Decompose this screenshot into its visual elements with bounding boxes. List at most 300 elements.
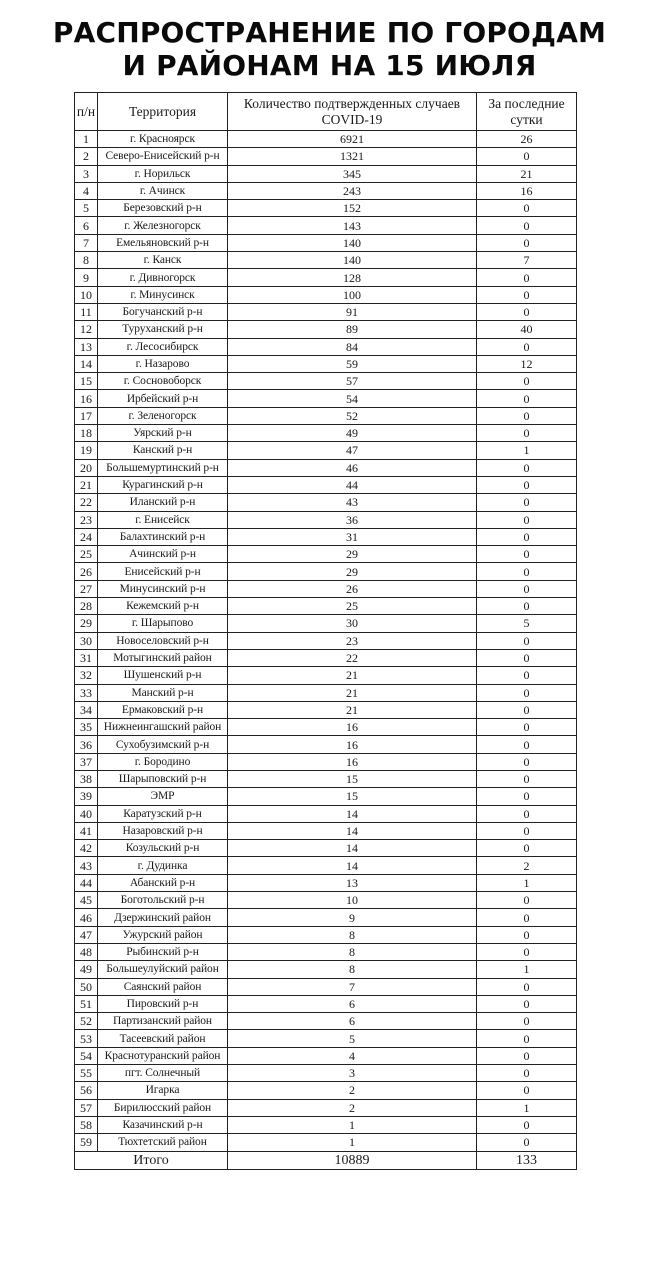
table-row: [75, 926, 577, 943]
table-row: [75, 1099, 577, 1116]
row-cases: 23: [228, 632, 477, 649]
table-row: [75, 1047, 577, 1064]
row-last-day: 0: [477, 632, 577, 649]
row-territory: Емельяновский р-н: [98, 234, 228, 251]
row-last-day: 0: [477, 995, 577, 1012]
title-line-1: РАСПРОСТРАНЕНИЕ ПО ГОРОДАМ: [52, 16, 607, 49]
table-row: [75, 874, 577, 891]
row-number: 11: [75, 303, 98, 320]
row-cases: 13: [228, 874, 477, 891]
row-number: 28: [75, 598, 98, 615]
table-row: [75, 598, 577, 615]
table-row: [75, 442, 577, 459]
row-number: 44: [75, 874, 98, 891]
row-cases: 21: [228, 667, 477, 684]
table-row: [75, 892, 577, 909]
row-cases: 14: [228, 840, 477, 857]
row-last-day: 0: [477, 909, 577, 926]
row-territory: Шушенский р-н: [98, 667, 228, 684]
covid-cases-table: [74, 92, 577, 1170]
row-number: 13: [75, 338, 98, 355]
row-last-day: 0: [477, 217, 577, 234]
table-row: [75, 182, 577, 199]
row-last-day: 0: [477, 719, 577, 736]
row-number: 6: [75, 217, 98, 234]
row-territory: г. Железногорск: [98, 217, 228, 234]
row-territory: Назаровский р-н: [98, 822, 228, 839]
row-territory: ЭМР: [98, 788, 228, 805]
table-row: [75, 459, 577, 476]
row-last-day: 1: [477, 961, 577, 978]
table-row: [75, 805, 577, 822]
header-cases: [228, 93, 477, 131]
table-row: [75, 943, 577, 960]
table-row: [75, 217, 577, 234]
row-territory: Тюхтетский район: [98, 1134, 228, 1151]
row-cases: 100: [228, 286, 477, 303]
table-row: [75, 1082, 577, 1099]
row-cases: 5: [228, 1030, 477, 1047]
row-number: 37: [75, 753, 98, 770]
row-cases: 26: [228, 580, 477, 597]
row-last-day: 1: [477, 1099, 577, 1116]
row-number: 42: [75, 840, 98, 857]
row-territory: г. Дудинка: [98, 857, 228, 874]
total-last-day: 133: [477, 1151, 577, 1169]
table-row: [75, 840, 577, 857]
header-cases-line2: COVID-19: [321, 111, 383, 127]
row-territory: Бирилюсский район: [98, 1099, 228, 1116]
row-number: 51: [75, 995, 98, 1012]
table-row: [75, 148, 577, 165]
row-number: 52: [75, 1013, 98, 1030]
row-last-day: 0: [477, 1134, 577, 1151]
row-last-day: 12: [477, 355, 577, 372]
row-number: 57: [75, 1099, 98, 1116]
table-row: [75, 667, 577, 684]
row-territory: г. Минусинск: [98, 286, 228, 303]
title-line-2: И РАЙОНАМ НА 15 ИЮЛЯ: [122, 49, 537, 82]
row-last-day: 0: [477, 459, 577, 476]
row-cases: 6: [228, 1013, 477, 1030]
header-cases-line1: Количество подтвержденных случаев: [243, 95, 461, 111]
table-row: [75, 1030, 577, 1047]
table-row: [75, 770, 577, 787]
row-last-day: 7: [477, 252, 577, 269]
row-number: 50: [75, 978, 98, 995]
row-number: 48: [75, 943, 98, 960]
row-number: 29: [75, 615, 98, 632]
row-number: 38: [75, 770, 98, 787]
row-cases: 10: [228, 892, 477, 909]
row-last-day: 0: [477, 1116, 577, 1133]
row-number: 23: [75, 511, 98, 528]
page-title: [0, 16, 659, 82]
row-cases: 6921: [228, 131, 477, 148]
row-territory: Большемуртинский р-н: [98, 459, 228, 476]
row-last-day: 0: [477, 667, 577, 684]
row-last-day: 0: [477, 770, 577, 787]
row-cases: 1: [228, 1134, 477, 1151]
table-row: [75, 269, 577, 286]
row-territory: Игарка: [98, 1082, 228, 1099]
row-cases: 16: [228, 719, 477, 736]
row-last-day: 0: [477, 840, 577, 857]
table-row: [75, 995, 577, 1012]
table-row: [75, 632, 577, 649]
table-row: [75, 649, 577, 666]
row-cases: 143: [228, 217, 477, 234]
row-cases: 14: [228, 857, 477, 874]
row-territory: Рыбинский р-н: [98, 943, 228, 960]
header-territory: Территория: [98, 93, 228, 131]
row-territory: г. Сосновоборск: [98, 373, 228, 390]
row-cases: 57: [228, 373, 477, 390]
row-number: 39: [75, 788, 98, 805]
row-cases: 59: [228, 355, 477, 372]
row-last-day: 26: [477, 131, 577, 148]
row-last-day: 0: [477, 1065, 577, 1082]
row-last-day: 0: [477, 1013, 577, 1030]
table-row: [75, 528, 577, 545]
row-last-day: 1: [477, 442, 577, 459]
row-territory: Богучанский р-н: [98, 303, 228, 320]
row-cases: 8: [228, 961, 477, 978]
row-number: 41: [75, 822, 98, 839]
row-cases: 345: [228, 165, 477, 182]
row-cases: 31: [228, 528, 477, 545]
table-row: [75, 303, 577, 320]
row-last-day: 0: [477, 736, 577, 753]
row-cases: 8: [228, 926, 477, 943]
table-row: [75, 1013, 577, 1030]
row-number: 9: [75, 269, 98, 286]
row-number: 59: [75, 1134, 98, 1151]
row-number: 8: [75, 252, 98, 269]
row-territory: Ужурский район: [98, 926, 228, 943]
row-cases: 22: [228, 649, 477, 666]
table-row: [75, 286, 577, 303]
row-last-day: 0: [477, 511, 577, 528]
row-territory: Ирбейский р-н: [98, 390, 228, 407]
row-number: 47: [75, 926, 98, 943]
table-row: [75, 390, 577, 407]
row-last-day: 0: [477, 390, 577, 407]
row-cases: 7: [228, 978, 477, 995]
table-row: [75, 165, 577, 182]
row-number: 46: [75, 909, 98, 926]
row-last-day: 0: [477, 338, 577, 355]
row-number: 58: [75, 1116, 98, 1133]
table-row: [75, 131, 577, 148]
table-row: [75, 684, 577, 701]
row-cases: 54: [228, 390, 477, 407]
table-row: [75, 563, 577, 580]
row-territory: Новоселовский р-н: [98, 632, 228, 649]
table-row: [75, 1116, 577, 1133]
row-cases: 21: [228, 701, 477, 718]
total-cases: 10889: [228, 1151, 477, 1169]
row-cases: 152: [228, 200, 477, 217]
row-cases: 36: [228, 511, 477, 528]
row-last-day: 0: [477, 788, 577, 805]
row-last-day: 0: [477, 1082, 577, 1099]
row-territory: Боготольский р-н: [98, 892, 228, 909]
row-cases: 52: [228, 407, 477, 424]
row-cases: 2: [228, 1082, 477, 1099]
row-territory: Пировский р-н: [98, 995, 228, 1012]
table-row: [75, 822, 577, 839]
row-territory: г. Назарово: [98, 355, 228, 372]
row-territory: г. Дивногорск: [98, 269, 228, 286]
row-number: 56: [75, 1082, 98, 1099]
row-last-day: 0: [477, 580, 577, 597]
row-number: 45: [75, 892, 98, 909]
row-territory: Тасеевский район: [98, 1030, 228, 1047]
row-territory: Манский р-н: [98, 684, 228, 701]
table-row: [75, 200, 577, 217]
row-number: 34: [75, 701, 98, 718]
row-cases: 3: [228, 1065, 477, 1082]
row-number: 49: [75, 961, 98, 978]
table-row: [75, 234, 577, 251]
row-cases: 4: [228, 1047, 477, 1064]
table-row: [75, 373, 577, 390]
row-last-day: 0: [477, 148, 577, 165]
row-last-day: 0: [477, 425, 577, 442]
row-number: 54: [75, 1047, 98, 1064]
table-row: [75, 407, 577, 424]
row-number: 21: [75, 476, 98, 493]
row-last-day: 21: [477, 165, 577, 182]
row-number: 36: [75, 736, 98, 753]
row-number: 53: [75, 1030, 98, 1047]
row-last-day: 0: [477, 684, 577, 701]
row-cases: 46: [228, 459, 477, 476]
row-number: 27: [75, 580, 98, 597]
row-number: 19: [75, 442, 98, 459]
row-territory: г. Красноярск: [98, 131, 228, 148]
row-number: 22: [75, 494, 98, 511]
row-cases: 2: [228, 1099, 477, 1116]
row-last-day: 0: [477, 286, 577, 303]
row-territory: Ачинский р-н: [98, 546, 228, 563]
row-territory: Шарыповский р-н: [98, 770, 228, 787]
row-territory: Балахтинский р-н: [98, 528, 228, 545]
row-number: 31: [75, 649, 98, 666]
row-territory: Саянский район: [98, 978, 228, 995]
row-last-day: 0: [477, 805, 577, 822]
row-number: 30: [75, 632, 98, 649]
table-row: [75, 321, 577, 338]
row-cases: 84: [228, 338, 477, 355]
table-body: [75, 131, 577, 1152]
table-row: [75, 961, 577, 978]
row-number: 2: [75, 148, 98, 165]
row-cases: 30: [228, 615, 477, 632]
row-number: 4: [75, 182, 98, 199]
row-number: 43: [75, 857, 98, 874]
row-cases: 243: [228, 182, 477, 199]
row-territory: Кежемский р-н: [98, 598, 228, 615]
row-cases: 16: [228, 753, 477, 770]
row-territory: Каратузский р-н: [98, 805, 228, 822]
row-cases: 44: [228, 476, 477, 493]
row-cases: 43: [228, 494, 477, 511]
row-territory: Абанский р-н: [98, 874, 228, 891]
row-last-day: 0: [477, 701, 577, 718]
row-last-day: 40: [477, 321, 577, 338]
row-cases: 25: [228, 598, 477, 615]
table-row: [75, 615, 577, 632]
row-number: 5: [75, 200, 98, 217]
row-cases: 140: [228, 252, 477, 269]
table-row: [75, 355, 577, 372]
row-last-day: 0: [477, 598, 577, 615]
row-number: 1: [75, 131, 98, 148]
row-number: 35: [75, 719, 98, 736]
row-territory: Краснотуранский район: [98, 1047, 228, 1064]
table-row: [75, 719, 577, 736]
row-territory: Нижнеингашский район: [98, 719, 228, 736]
row-territory: г. Бородино: [98, 753, 228, 770]
row-number: 16: [75, 390, 98, 407]
row-last-day: 0: [477, 200, 577, 217]
row-territory: Мотыгинский район: [98, 649, 228, 666]
header-last-day-line2: сутки: [510, 111, 543, 127]
row-number: 32: [75, 667, 98, 684]
row-last-day: 0: [477, 649, 577, 666]
row-cases: 1321: [228, 148, 477, 165]
row-territory: Енисейский р-н: [98, 563, 228, 580]
table-header-row: [75, 93, 577, 131]
row-number: 25: [75, 546, 98, 563]
table-row: [75, 546, 577, 563]
row-territory: г. Зеленогорск: [98, 407, 228, 424]
row-number: 20: [75, 459, 98, 476]
row-territory: г. Лесосибирск: [98, 338, 228, 355]
row-last-day: 0: [477, 978, 577, 995]
row-number: 26: [75, 563, 98, 580]
row-cases: 128: [228, 269, 477, 286]
row-number: 15: [75, 373, 98, 390]
row-cases: 89: [228, 321, 477, 338]
row-territory: Дзержинский район: [98, 909, 228, 926]
table-row: [75, 1134, 577, 1151]
row-last-day: 0: [477, 528, 577, 545]
row-cases: 15: [228, 788, 477, 805]
row-territory: Казачинский р-н: [98, 1116, 228, 1133]
table-row: [75, 753, 577, 770]
row-territory: Канский р-н: [98, 442, 228, 459]
row-territory: Туруханский р-н: [98, 321, 228, 338]
row-cases: 14: [228, 805, 477, 822]
row-territory: Сухобузимский р-н: [98, 736, 228, 753]
row-cases: 14: [228, 822, 477, 839]
row-cases: 21: [228, 684, 477, 701]
row-number: 17: [75, 407, 98, 424]
table-row: [75, 252, 577, 269]
row-last-day: 0: [477, 822, 577, 839]
row-last-day: 0: [477, 1030, 577, 1047]
row-cases: 140: [228, 234, 477, 251]
row-territory: г. Ачинск: [98, 182, 228, 199]
row-territory: г. Канск: [98, 252, 228, 269]
row-last-day: 0: [477, 1047, 577, 1064]
row-territory: Иланский р-н: [98, 494, 228, 511]
row-last-day: 0: [477, 546, 577, 563]
row-number: 10: [75, 286, 98, 303]
table-row: [75, 338, 577, 355]
row-last-day: 0: [477, 373, 577, 390]
row-number: 14: [75, 355, 98, 372]
row-last-day: 1: [477, 874, 577, 891]
row-last-day: 0: [477, 234, 577, 251]
row-territory: Березовский р-н: [98, 200, 228, 217]
table-row: [75, 701, 577, 718]
row-last-day: 0: [477, 476, 577, 493]
row-last-day: 0: [477, 494, 577, 511]
row-territory: Ермаковский р-н: [98, 701, 228, 718]
table-row: [75, 788, 577, 805]
row-last-day: 0: [477, 943, 577, 960]
table-row: [75, 978, 577, 995]
row-last-day: 0: [477, 563, 577, 580]
row-territory: г. Енисейск: [98, 511, 228, 528]
header-last-day: [477, 93, 577, 131]
row-territory: Козульский р-н: [98, 840, 228, 857]
row-territory: г. Норильск: [98, 165, 228, 182]
row-last-day: 0: [477, 407, 577, 424]
table-row: [75, 909, 577, 926]
row-territory: г. Шарыпово: [98, 615, 228, 632]
total-row: [75, 1151, 577, 1169]
row-cases: 91: [228, 303, 477, 320]
row-number: 18: [75, 425, 98, 442]
row-territory: Уярский р-н: [98, 425, 228, 442]
row-number: 7: [75, 234, 98, 251]
row-cases: 29: [228, 563, 477, 580]
table-row: [75, 511, 577, 528]
row-territory: Северо-Енисейский р-н: [98, 148, 228, 165]
row-last-day: 5: [477, 615, 577, 632]
row-cases: 29: [228, 546, 477, 563]
row-cases: 15: [228, 770, 477, 787]
row-cases: 49: [228, 425, 477, 442]
row-number: 33: [75, 684, 98, 701]
row-number: 3: [75, 165, 98, 182]
row-territory: Курагинский р-н: [98, 476, 228, 493]
row-last-day: 0: [477, 303, 577, 320]
table-row: [75, 857, 577, 874]
row-cases: 9: [228, 909, 477, 926]
row-number: 40: [75, 805, 98, 822]
table-row: [75, 425, 577, 442]
table-row: [75, 736, 577, 753]
row-last-day: 0: [477, 269, 577, 286]
row-cases: 47: [228, 442, 477, 459]
row-last-day: 0: [477, 753, 577, 770]
row-cases: 6: [228, 995, 477, 1012]
row-number: 24: [75, 528, 98, 545]
row-territory: пгт. Солнечный: [98, 1065, 228, 1082]
row-last-day: 16: [477, 182, 577, 199]
table-row: [75, 580, 577, 597]
row-cases: 16: [228, 736, 477, 753]
row-last-day: 0: [477, 892, 577, 909]
row-cases: 8: [228, 943, 477, 960]
table-row: [75, 476, 577, 493]
